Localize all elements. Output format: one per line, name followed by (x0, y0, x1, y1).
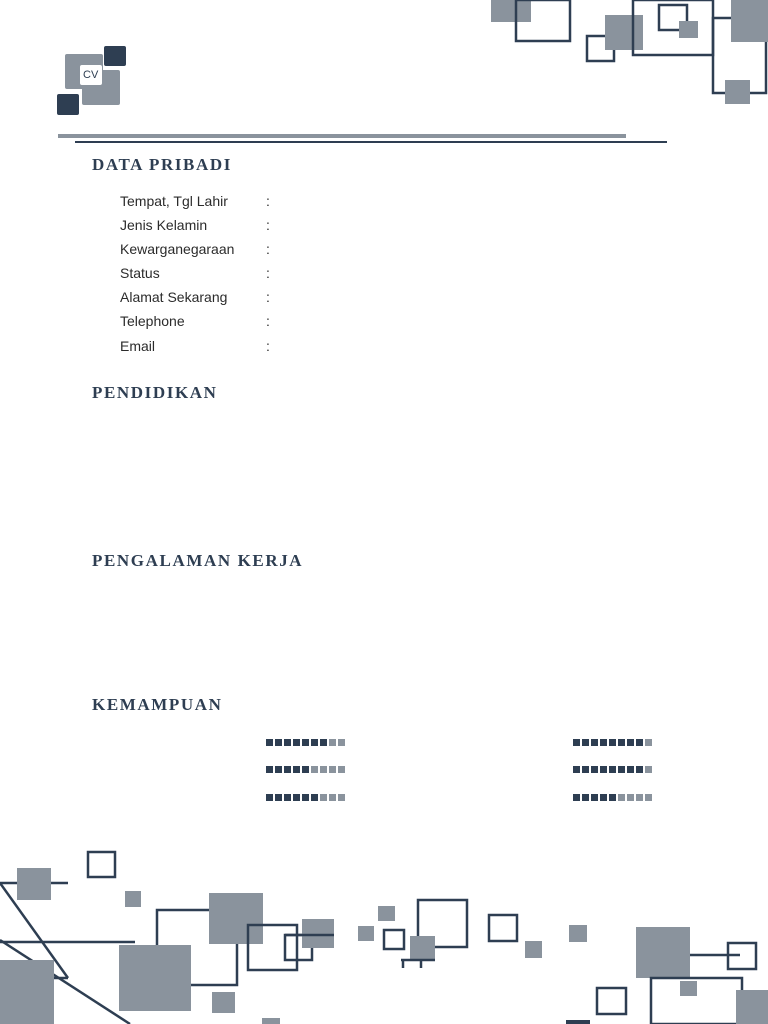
rating-square-filled (600, 794, 607, 801)
info-row-status (120, 264, 420, 282)
rating-square-filled (293, 794, 300, 801)
rating-square-empty (338, 739, 345, 746)
rating-square-empty (618, 794, 625, 801)
rating-square-filled (627, 739, 634, 746)
rating-square-filled (609, 794, 616, 801)
info-colon: : (266, 193, 270, 209)
rating-square-filled (293, 766, 300, 773)
rating-square-empty (311, 766, 318, 773)
info-label: Email (120, 338, 156, 354)
rating-square-filled (600, 739, 607, 746)
rating-square-filled (573, 739, 580, 746)
logo-text: CV (83, 69, 99, 81)
info-colon: : (266, 217, 270, 233)
section-title-personal: DATA PRIBADI (92, 155, 232, 174)
info-label: Tempat, Tgl Lahir (120, 193, 228, 209)
info-colon: : (266, 265, 270, 281)
rating-square-empty (636, 794, 643, 801)
skill-rating (573, 739, 652, 746)
rating-square-filled (302, 739, 309, 746)
skill-rating (266, 794, 345, 801)
rating-square-empty (627, 794, 634, 801)
info-colon: : (266, 313, 270, 329)
rating-square-filled (275, 739, 282, 746)
rating-square-empty (320, 766, 327, 773)
rating-square-filled (609, 739, 616, 746)
rating-square-filled (591, 739, 598, 746)
section-title-skills: KEMAMPUAN (92, 695, 223, 714)
info-row-gender (120, 216, 420, 234)
rating-square-filled (284, 766, 291, 773)
info-row-telephone (120, 312, 420, 330)
rating-square-filled (591, 766, 598, 773)
rating-square-filled (600, 766, 607, 773)
rating-square-filled (636, 739, 643, 746)
rating-square-filled (302, 766, 309, 773)
rating-square-filled (582, 766, 589, 773)
rating-square-filled (275, 766, 282, 773)
rating-square-empty (338, 766, 345, 773)
info-colon: : (266, 289, 270, 305)
bottom-decoration (0, 840, 768, 1024)
info-row-nationality (120, 240, 420, 258)
info-colon: : (266, 241, 270, 257)
rating-square-empty (645, 766, 652, 773)
rating-square-empty (645, 794, 652, 801)
info-row-address (120, 288, 420, 306)
header-rule-dark (75, 141, 667, 143)
rating-square-filled (591, 794, 598, 801)
section-title-education: PENDIDIKAN (92, 383, 218, 402)
rating-square-filled (573, 766, 580, 773)
rating-square-filled (302, 794, 309, 801)
rating-square-filled (320, 739, 327, 746)
rating-square-filled (618, 739, 625, 746)
rating-square-filled (311, 739, 318, 746)
rating-square-filled (582, 739, 589, 746)
rating-square-filled (573, 794, 580, 801)
rating-square-filled (284, 739, 291, 746)
rating-square-filled (618, 766, 625, 773)
header-rule-grey (58, 134, 626, 138)
rating-square-filled (311, 794, 318, 801)
rating-square-filled (609, 766, 616, 773)
info-colon: : (266, 338, 270, 354)
rating-square-filled (266, 766, 273, 773)
info-row-email (120, 337, 420, 355)
info-label: Status (120, 265, 160, 281)
rating-square-filled (627, 766, 634, 773)
rating-square-filled (636, 766, 643, 773)
skill-rating (573, 766, 652, 773)
rating-square-filled (275, 794, 282, 801)
rating-square-filled (266, 739, 273, 746)
rating-square-filled (284, 794, 291, 801)
skill-rating (573, 794, 652, 801)
rating-square-empty (329, 739, 336, 746)
rating-square-filled (293, 739, 300, 746)
info-label: Jenis Kelamin (120, 217, 208, 233)
skill-rating (266, 739, 345, 746)
rating-square-filled (582, 794, 589, 801)
info-label: Alamat Sekarang (120, 289, 228, 305)
info-row-birth (120, 192, 420, 210)
skill-rating (266, 766, 345, 773)
cv-logo (56, 45, 128, 117)
rating-square-empty (320, 794, 327, 801)
rating-square-empty (329, 766, 336, 773)
info-label: Telephone (120, 313, 185, 329)
section-title-experience: PENGALAMAN KERJA (92, 551, 304, 570)
rating-square-empty (338, 794, 345, 801)
rating-square-empty (329, 794, 336, 801)
rating-square-filled (266, 794, 273, 801)
rating-square-empty (645, 739, 652, 746)
info-label: Kewarganegaraan (120, 241, 235, 257)
